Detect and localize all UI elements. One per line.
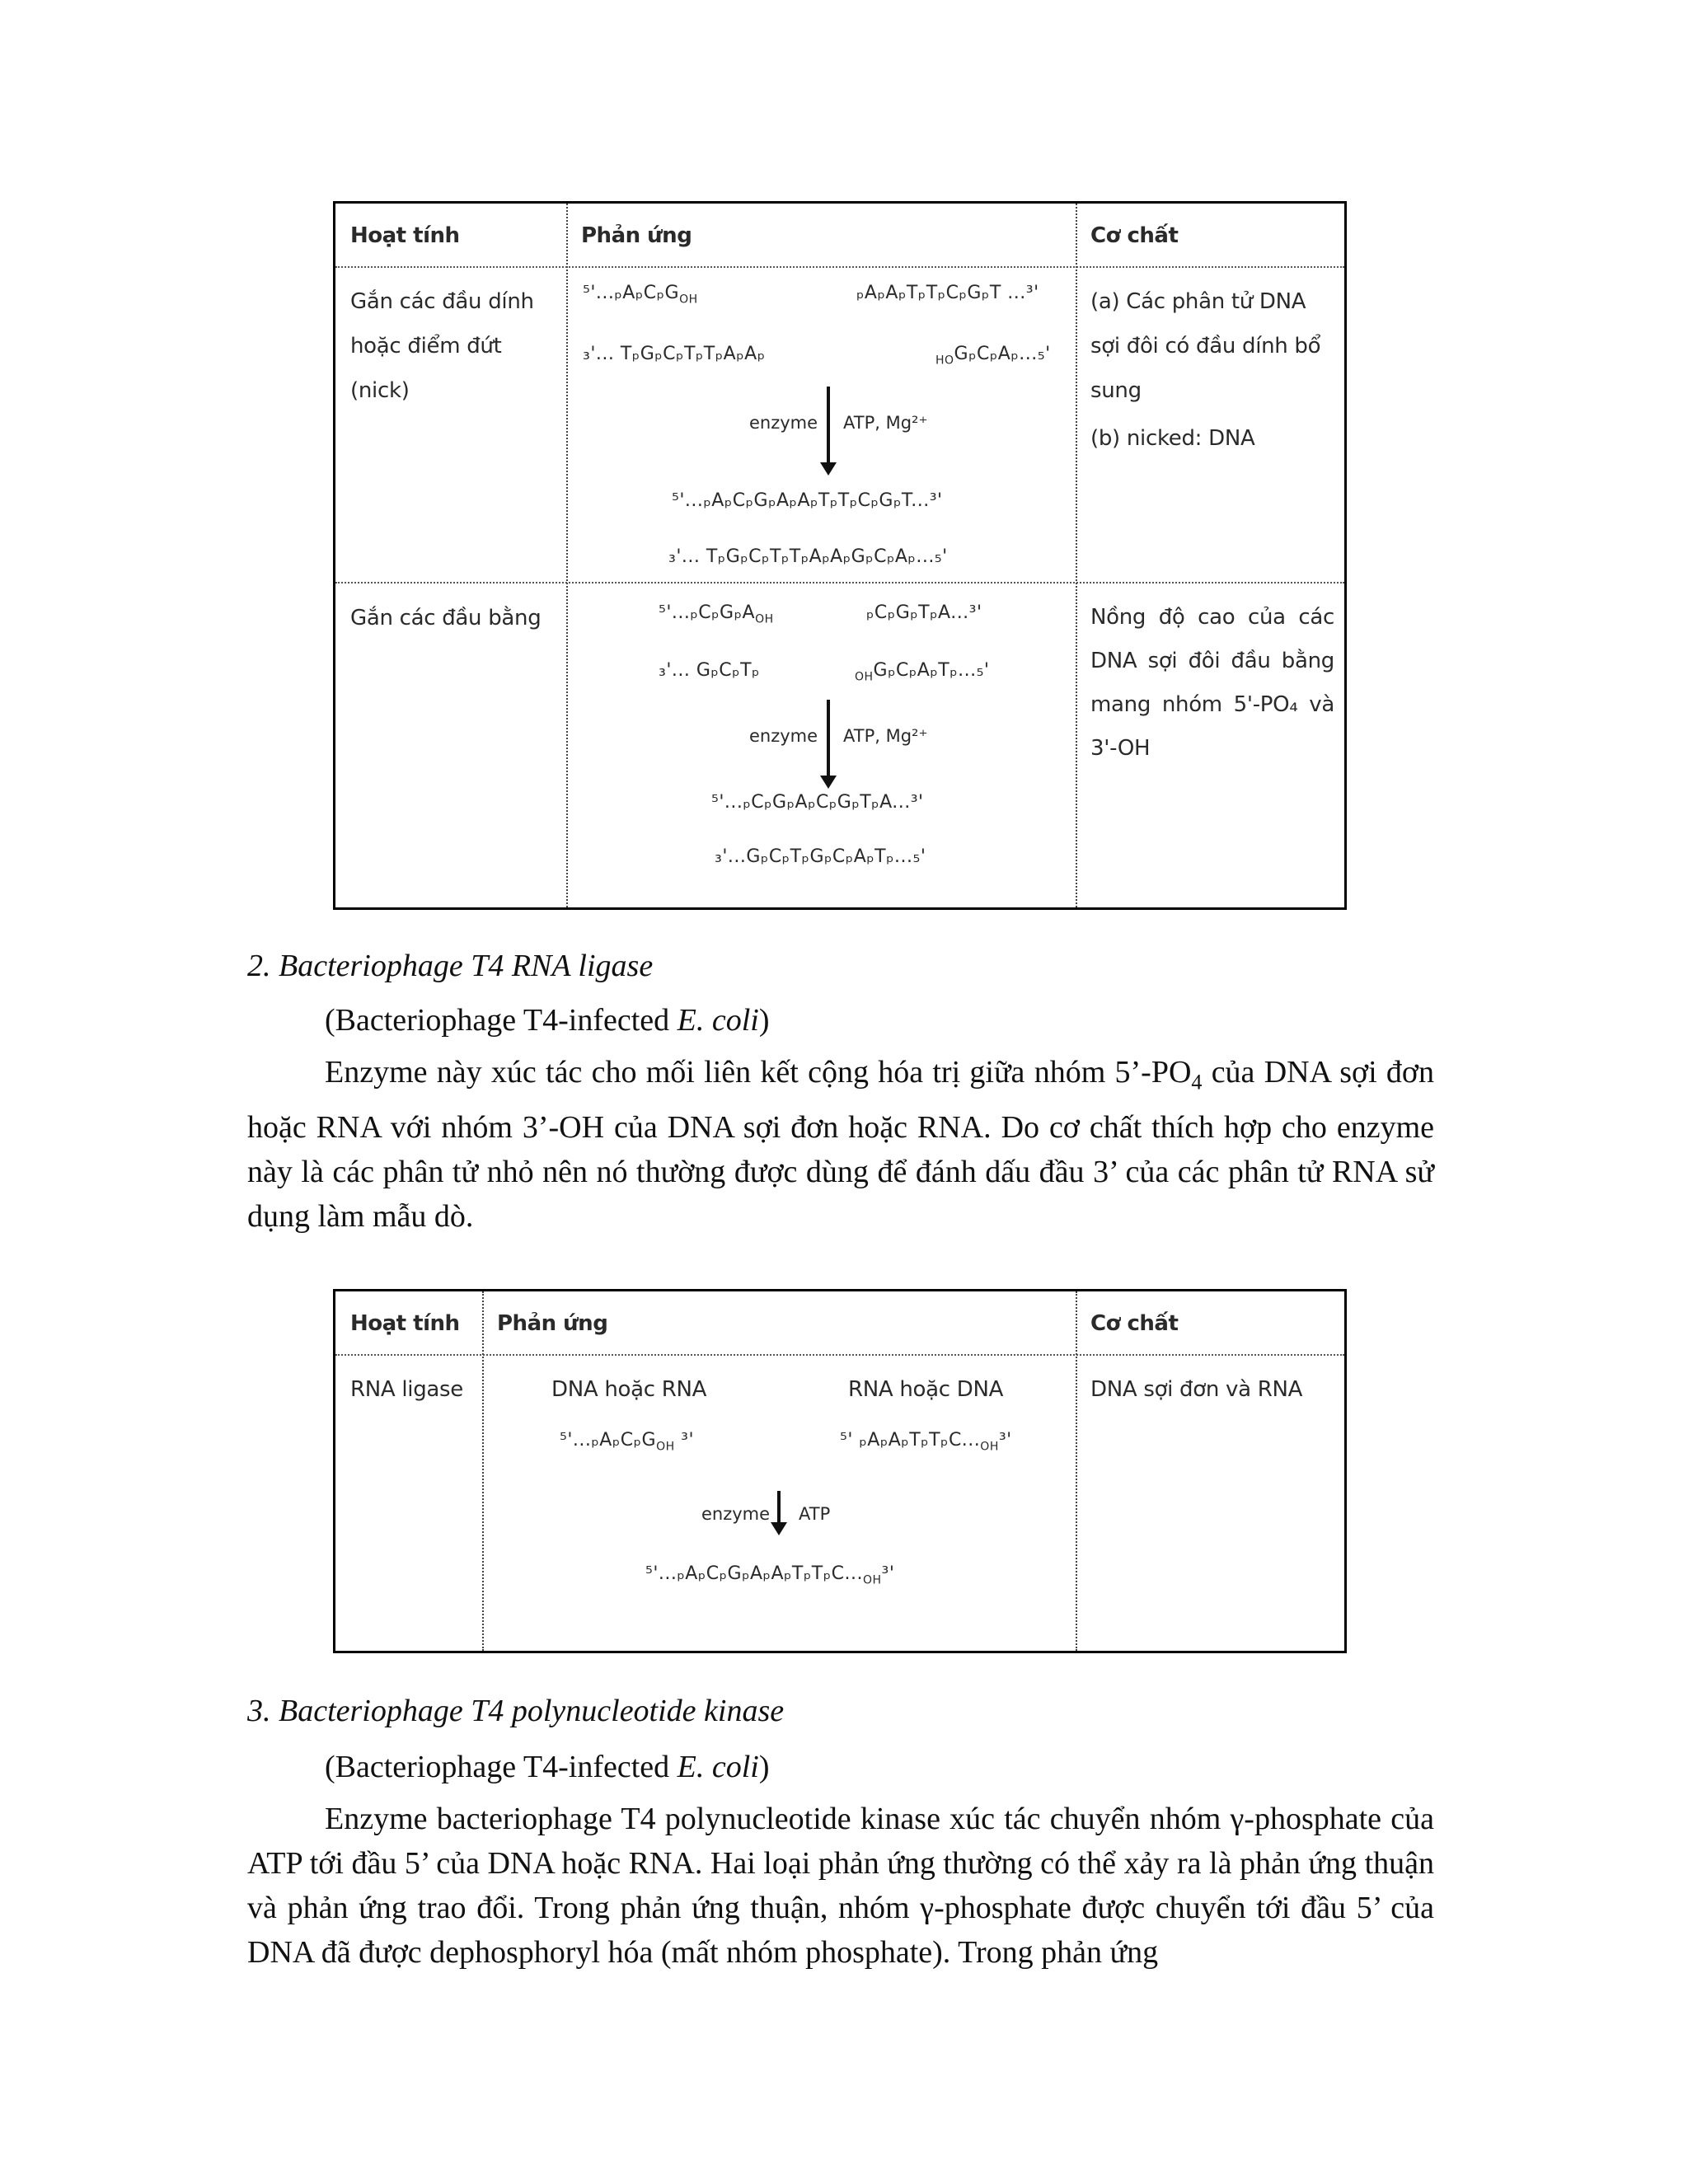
- strand-top-right: ₚCₚGₚTₚA...³': [866, 602, 982, 623]
- enzyme-label: enzyme: [749, 726, 818, 746]
- strand-top-left: ⁵'...ₚCₚGₚA$_{OH}$: [659, 602, 774, 626]
- cofactor-label: ATP, Mg²⁺: [843, 726, 928, 746]
- strand-bottom-left: ₃'... GₚCₚTₚ: [659, 660, 760, 681]
- activity-blunt-ends: Gắn các đầu bằng: [350, 606, 542, 630]
- activity-sticky-ends: Gắn các đầu dính hoặc điểm đứt (nick): [350, 289, 534, 403]
- source-species: E. coli: [677, 1003, 759, 1038]
- cofactor-label: ATP: [799, 1504, 831, 1524]
- section-source: [325, 1002, 770, 1038]
- right-sequence: ⁵' $_pA_pA_pT_pT_pC..._{OH}^3'$: [840, 1430, 1012, 1454]
- header-substrate: Cơ chất: [1090, 223, 1179, 248]
- source-species: E. coli: [677, 1750, 759, 1784]
- strand-bottom-right: $_{OH}$GₚCₚAₚTₚ...₅': [855, 660, 990, 684]
- header-activity: Hoạt tính: [350, 223, 460, 248]
- ligase-activity-table: [333, 201, 1347, 910]
- substrate-b: (b) nicked: DNA: [1090, 426, 1255, 451]
- strand-top-right: ₚAₚAₚTₚTₚCₚGₚT ...³': [856, 283, 1039, 303]
- source-suffix: ): [758, 1750, 770, 1784]
- strand-bottom-left: ₃'... TₚGₚCₚTₚTₚAₚAₚ: [583, 344, 766, 364]
- strand-bottom-right: $_{HO}$GₚCₚAₚ...₅': [935, 344, 1051, 368]
- substrate-a: (a) Các phân tử DNA sợi đôi có đầu dính bổ sung: [1090, 289, 1321, 403]
- substrate-blunt: Nồng độ cao của các DNA sợi đôi đầu bằng mang nhóm 5'-PO₄ và 3'-OH: [1090, 605, 1334, 761]
- enzyme-label: enzyme: [749, 413, 818, 433]
- activity-rna-ligase: RNA ligase: [350, 1377, 463, 1402]
- header-reaction: Phản ứng: [581, 223, 692, 248]
- source-suffix: ): [758, 1003, 770, 1038]
- left-sequence: ⁵'...ₚAₚCₚG$_{OH}$ ³': [560, 1430, 694, 1454]
- label-right: RNA hoặc DNA: [848, 1377, 1004, 1402]
- product: $^5'..._pA_pC_pG_pA_pA_pT_pT_pC..._{OH}^3'$: [645, 1563, 895, 1587]
- cofactor-label: ATP, Mg²⁺: [843, 413, 928, 433]
- header-reaction: Phản ứng: [497, 1311, 608, 1336]
- section-paragraph: Enzyme bacteriophage T4 polynucleotide kinase xúc tác chuyển nhóm γ-phosphate của ATP tới đầu 5’ của DNA hoặc RNA. Hai loại phản ứng thường có thể xảy ra là phản ứng thuận và phản ứng trao đổi. Trong phản ứng thuận, nhóm γ-phosphate được chuyển tới đầu 5’ của DNA đã được dephosphoryl hóa (mất nhóm phosphate). Trong phản ứng: [247, 1802, 1434, 1970]
- column-divider: [566, 204, 568, 907]
- source-prefix: (Bacteriophage T4-infected: [325, 1750, 678, 1784]
- row-divider: [335, 582, 1344, 583]
- header-activity: Hoạt tính: [350, 1311, 460, 1336]
- substrate-rna: DNA sợi đơn và RNA: [1090, 1377, 1303, 1402]
- column-divider: [482, 1291, 484, 1651]
- label-left: DNA hoặc RNA: [551, 1377, 707, 1402]
- column-divider: [1076, 1291, 1077, 1651]
- column-divider: [1076, 204, 1077, 907]
- table-header-row: [335, 204, 1344, 268]
- section-heading: 3. Bacteriophage T4 polynucleotide kinase: [247, 1694, 785, 1728]
- strand-top-left: ⁵'...ₚAₚCₚG$_{OH}$: [583, 283, 698, 307]
- rna-ligase-table: [333, 1289, 1347, 1653]
- product-top: ⁵'...ₚAₚCₚGₚAₚAₚTₚTₚCₚGₚT...³': [672, 490, 943, 511]
- section-source: [325, 1749, 770, 1785]
- enzyme-label: enzyme: [701, 1504, 771, 1524]
- header-substrate: Cơ chất: [1090, 1311, 1179, 1336]
- table-header-row: [335, 1291, 1344, 1356]
- reaction-arrow: [827, 700, 830, 777]
- product-bottom: ₃'...GₚCₚTₚGₚCₚAₚTₚ...₅': [715, 846, 926, 867]
- source-prefix: (Bacteriophage T4-infected: [325, 1003, 678, 1038]
- product-bottom: ₃'... TₚGₚCₚTₚTₚAₚAₚGₚCₚAₚ...₅': [668, 546, 948, 567]
- section-heading: 2. Bacteriophage T4 RNA ligase: [247, 949, 654, 983]
- section-paragraph: Enzyme này xúc tác cho mối liên kết cộng hóa trị giữa nhóm $5’-PO_4$ của DNA sợi đơn hoặc RNA với nhóm 3’-OH của DNA sợi đơn hoặc RNA. Do cơ chất thích hợp cho enzyme này là các phân tử nhỏ nên nó thường được dùng để đánh dấu đầu 3’ của các phân tử RNA sử dụng làm mẫu dò.: [247, 1055, 1435, 1234]
- reaction-arrow: [777, 1491, 781, 1524]
- product-top: ⁵'...ₚCₚGₚAₚCₚGₚTₚA...³': [711, 792, 924, 813]
- reaction-arrow: [827, 387, 830, 464]
